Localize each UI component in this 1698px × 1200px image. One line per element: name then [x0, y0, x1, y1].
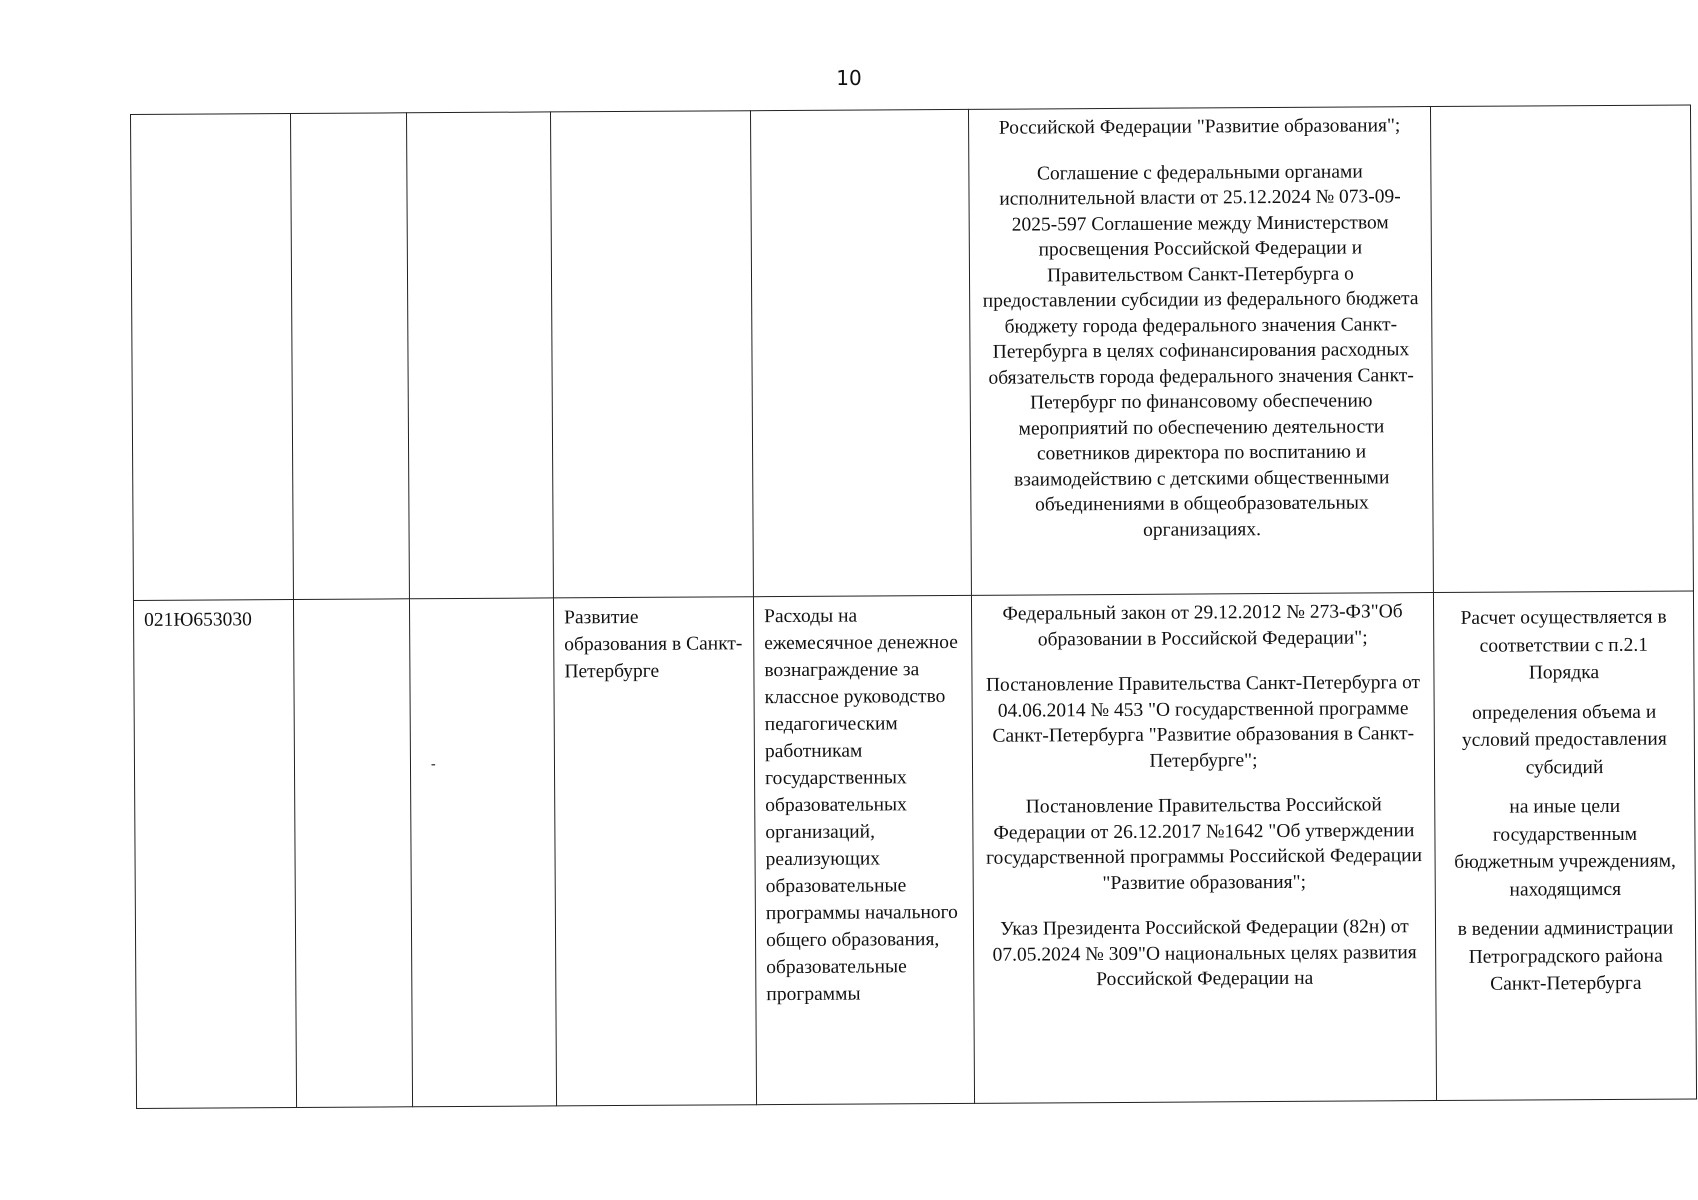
- calculation-paragraph: в ведении администрации Петроградского района Санкт-Петербурга: [1457, 917, 1674, 995]
- cell-code: 021Ю653030: [133, 600, 296, 1109]
- cell-expense: Расходы на ежемесячное денежное вознаграждение за классное руководство педагогическим работникам государственных образовательных организаций, реализующих образовательные программы начального общего образования, образовательные программы: [753, 595, 974, 1104]
- calculation-paragraph: на иные цели государственным бюджетным учреждениям, находящимся: [1454, 795, 1676, 901]
- table-row: [133, 591, 1696, 1109]
- legal-basis-paragraph: Федеральный закон от 29.12.2012 № 273-ФЗ"Об образовании в Российской Федерации";: [1002, 601, 1403, 650]
- cell-program: [550, 111, 753, 598]
- cell-col2: [293, 599, 412, 1108]
- legal-basis-paragraph: Соглашение с федеральными органами исполнительной власти от 25.12.2024 № 073-09-2025-597 Соглашение между Министерством просвещения Российской Федерации и Правительством Санкт-Петербурга о предоставлении субсидии из федерального бюджета бюджету города федерального значения Санкт-Петербурга в целях софинансирования расходных обязательств города федерального значения Санкт-Петербург по финансовому обеспечению мероприятий по обеспечению деятельности советников директора по воспитанию и взаимодействию с детскими общественными объединениями в общеобразовательных организациях.: [982, 160, 1419, 541]
- cell-legal-basis: [968, 107, 1433, 596]
- cell-legal-basis: [971, 593, 1436, 1104]
- page-number: 10: [836, 66, 862, 90]
- cell-code: [131, 114, 294, 601]
- cell-expense: [750, 109, 971, 596]
- cell-program: Развитие образования в Санкт-Петербурге: [553, 597, 756, 1106]
- legal-basis-paragraph: Российской Федерации "Развитие образования";: [998, 115, 1401, 139]
- budget-classification-table: [130, 104, 1697, 1109]
- cell-col3: [409, 598, 556, 1107]
- cell-col3: [406, 112, 553, 599]
- legal-basis-paragraph: Постановление Правительства Санкт-Петербурга от 04.06.2014 № 453 "О государственной программе Санкт-Петербурга "Развитие образования в Санкт-Петербурге";: [985, 672, 1421, 772]
- cell-calculation: [1433, 591, 1696, 1101]
- cell-calculation: [1430, 105, 1693, 593]
- calculation-paragraph: определения объема и условий предоставления субсидий: [1461, 701, 1667, 778]
- table-row: [131, 105, 1694, 601]
- legal-basis-paragraph: Постановление Правительства Российской Федерации от 26.12.2017 №1642 "Об утверждении государственной программы Российской Федерации "Развитие образования";: [986, 794, 1423, 894]
- dash-mark: -: [430, 757, 436, 773]
- legal-basis-paragraph: Указ Президента Российской Федерации (82н) от 07.05.2024 № 309"О национальных целях развития Российской Федерации на: [992, 916, 1417, 991]
- cell-col2: [291, 113, 410, 600]
- calculation-paragraph: Расчет осуществляется в соответствии с п.2.1 Порядка: [1460, 606, 1667, 684]
